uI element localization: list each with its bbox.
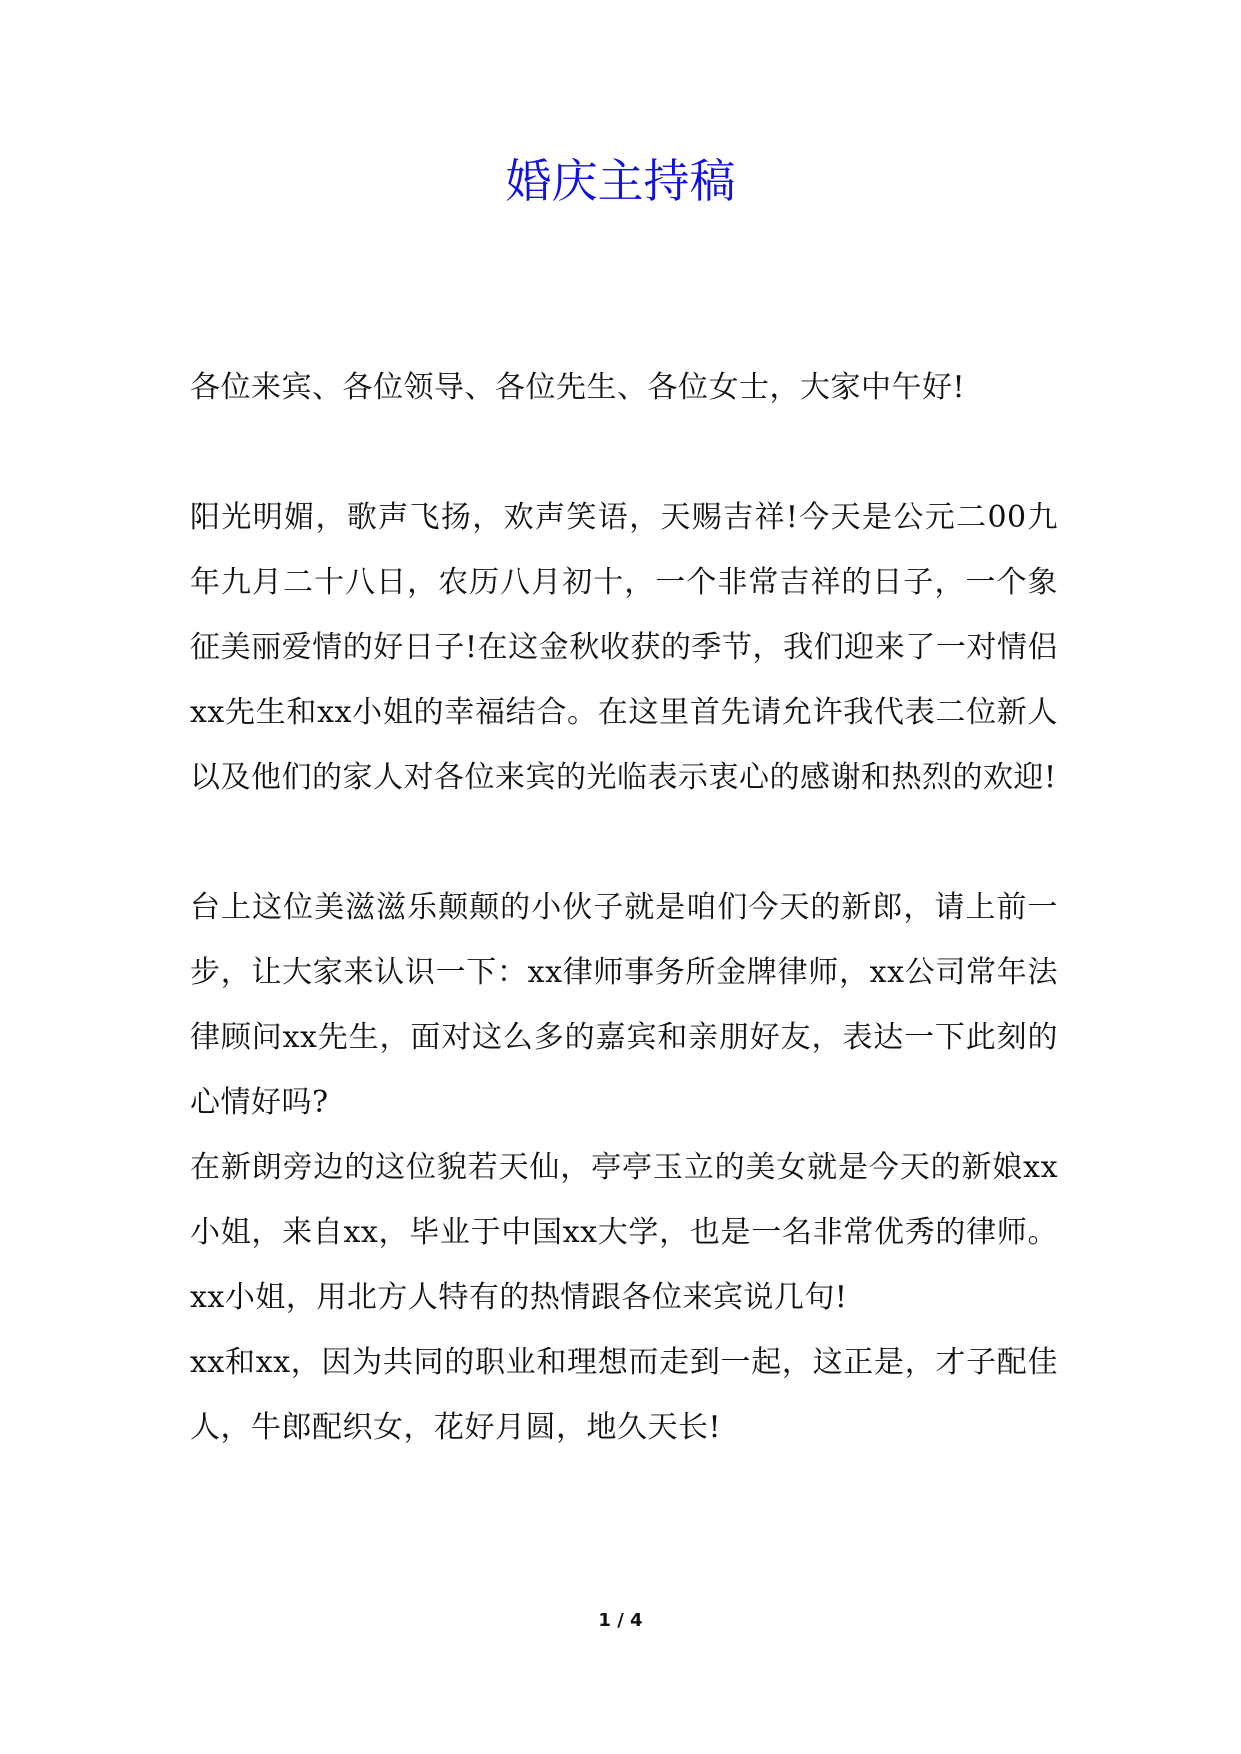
- paragraph-spacer: [190, 810, 1058, 875]
- paragraph-spacer: [190, 420, 1058, 485]
- paragraph-bride-intro: 在新朗旁边的这位貌若天仙，亭亭玉立的美女就是今天的新娘xx小姐，来自xx，毕业于中国xx大学，也是一名非常优秀的律师。xx小姐，用北方人特有的热情跟各位来宾说几句!: [190, 1150, 1058, 1315]
- page-number: 1 / 4: [598, 1610, 643, 1631]
- document-body: [190, 355, 1058, 1460]
- paragraph-couple-blessing: xx和xx，因为共同的职业和理想而走到一起，这正是，才子配佳人，牛郎配织女，花好月圆，地久天长!: [190, 1345, 1058, 1445]
- paragraph-opening: 阳光明媚，歌声飞扬，欢声笑语，天赐吉祥!今天是公元二00九年九月二十八日，农历八月初十，一个非常吉祥的日子，一个象征美丽爱情的好日子!在这金秋收获的季节，我们迎来了一对情侣xx先生和xx小姐的幸福结合。在这里首先请允许我代表二位新人以及他们的家人对各位来宾的光临表示衷心的感谢和热烈的欢迎!: [190, 500, 1058, 795]
- paragraph-greeting: 各位来宾、各位领导、各位先生、各位女士，大家中午好!: [190, 370, 966, 405]
- document-title: 婚庆主持稿: [505, 154, 736, 208]
- paragraph-groom-intro: 台上这位美滋滋乐颠颠的小伙子就是咱们今天的新郎，请上前一步，让大家来认识一下：xx律师事务所金牌律师，xx公司常年法律顾问xx先生，面对这么多的嘉宾和亲朋好友，表达一下此刻的心情好吗?: [190, 890, 1058, 1120]
